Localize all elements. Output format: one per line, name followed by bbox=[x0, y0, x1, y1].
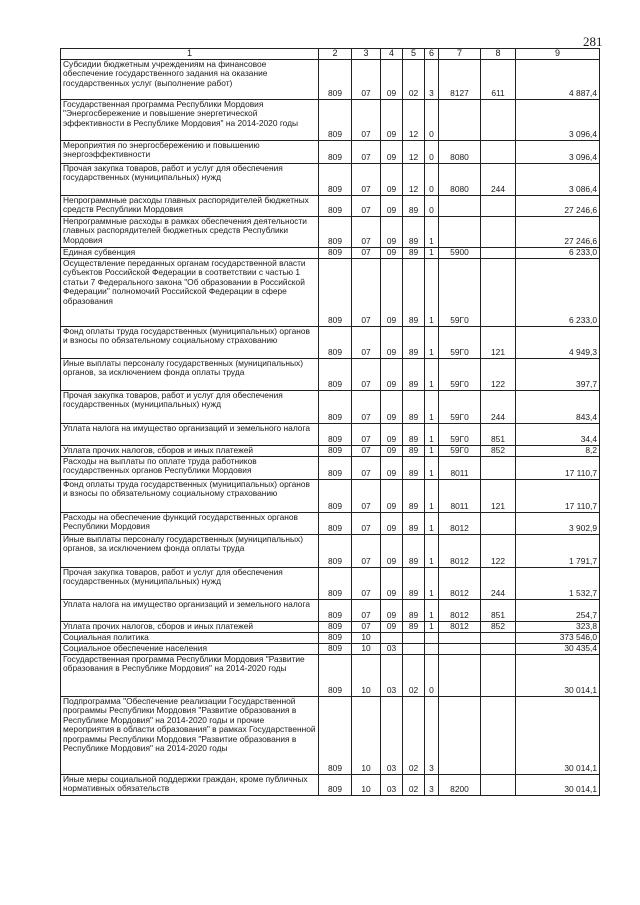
amount: 30 014,1 bbox=[516, 774, 600, 795]
direction-code bbox=[439, 654, 481, 696]
subprogram-code: 1 bbox=[425, 247, 439, 258]
subsection-code: 09 bbox=[381, 195, 403, 216]
subsection-code bbox=[381, 632, 403, 643]
expense-type-code: 851 bbox=[481, 599, 516, 621]
direction-code: 8012 bbox=[439, 534, 481, 567]
table-row bbox=[61, 390, 600, 423]
section-code: 07 bbox=[352, 599, 381, 621]
admin-code: 809 bbox=[319, 479, 352, 512]
section-code: 07 bbox=[352, 621, 381, 632]
amount: 1 791,7 bbox=[516, 534, 600, 567]
amount: 27 246,6 bbox=[516, 195, 600, 216]
subprogram-code: 0 bbox=[425, 654, 439, 696]
expense-type-code: 121 bbox=[481, 479, 516, 512]
program-code: 89 bbox=[403, 621, 425, 632]
table-row bbox=[61, 456, 600, 479]
direction-code: 8012 bbox=[439, 599, 481, 621]
admin-code: 809 bbox=[319, 195, 352, 216]
expense-type-code: 122 bbox=[481, 534, 516, 567]
section-code: 10 bbox=[352, 654, 381, 696]
direction-code bbox=[439, 632, 481, 643]
admin-code: 809 bbox=[319, 258, 352, 326]
row-name: Мероприятия по энергосбережению и повышению энергоэффективности bbox=[61, 140, 319, 163]
row-name: Непрограммные расходы в рамках обеспечения деятельности главных распорядителей бюджетных средств Республики Мордовия bbox=[61, 216, 319, 247]
row-name: Осуществление переданных органам государственной власти субъектов Российской Федерации в соответствии с частью 1 статьи 7 Федерального закона "Об образовании в Российской Федерации" полномочий Российской Федерации в сфере образования bbox=[61, 258, 319, 326]
subsection-code: 09 bbox=[381, 423, 403, 445]
expense-type-code: 244 bbox=[481, 390, 516, 423]
subprogram-code: 1 bbox=[425, 258, 439, 326]
program-code: 89 bbox=[403, 390, 425, 423]
amount: 254,7 bbox=[516, 599, 600, 621]
admin-code: 809 bbox=[319, 247, 352, 258]
admin-code: 809 bbox=[319, 621, 352, 632]
subsection-code: 03 bbox=[381, 696, 403, 774]
subprogram-code: 0 bbox=[425, 99, 439, 140]
expense-type-code bbox=[481, 216, 516, 247]
direction-code: 8080 bbox=[439, 140, 481, 163]
admin-code: 809 bbox=[319, 99, 352, 140]
subsection-code: 09 bbox=[381, 247, 403, 258]
column-header-6: 6 bbox=[425, 49, 439, 60]
section-code: 07 bbox=[352, 423, 381, 445]
subprogram-code: 1 bbox=[425, 621, 439, 632]
direction-code: 59Г0 bbox=[439, 326, 481, 358]
expense-type-code: 852 bbox=[481, 445, 516, 456]
expense-type-code: 122 bbox=[481, 358, 516, 390]
table-row bbox=[61, 358, 600, 390]
table-row bbox=[61, 247, 600, 258]
program-code: 89 bbox=[403, 358, 425, 390]
direction-code bbox=[439, 99, 481, 140]
program-code: 02 bbox=[403, 696, 425, 774]
row-name: Социальное обеспечение населения bbox=[61, 643, 319, 654]
program-code: 12 bbox=[403, 163, 425, 195]
budget-table bbox=[60, 48, 600, 796]
admin-code: 809 bbox=[319, 140, 352, 163]
expense-type-code bbox=[481, 643, 516, 654]
expense-type-code: 121 bbox=[481, 326, 516, 358]
subsection-code: 09 bbox=[381, 445, 403, 456]
direction-code: 8127 bbox=[439, 59, 481, 99]
direction-code: 59Г0 bbox=[439, 358, 481, 390]
amount: 6 233,0 bbox=[516, 258, 600, 326]
amount: 373 546,0 bbox=[516, 632, 600, 643]
subprogram-code: 1 bbox=[425, 599, 439, 621]
row-name: Уплата налога на имущество организаций и земельного налога bbox=[61, 423, 319, 445]
section-code: 07 bbox=[352, 456, 381, 479]
amount: 8,2 bbox=[516, 445, 600, 456]
direction-code: 8011 bbox=[439, 456, 481, 479]
direction-code: 8012 bbox=[439, 512, 481, 534]
column-header-9: 9 bbox=[516, 49, 600, 60]
row-name: Непрограммные расходы главных распорядителей бюджетных средств Республики Мордовия bbox=[61, 195, 319, 216]
expense-type-code bbox=[481, 247, 516, 258]
subsection-code: 09 bbox=[381, 216, 403, 247]
section-code: 07 bbox=[352, 567, 381, 599]
section-code: 07 bbox=[352, 390, 381, 423]
expense-type-code bbox=[481, 512, 516, 534]
amount: 323,8 bbox=[516, 621, 600, 632]
row-name: Единая субвенция bbox=[61, 247, 319, 258]
table-row bbox=[61, 423, 600, 445]
row-name: Подпрограмма "Обеспечение реализации Государственной программы Республики Мордовия "Развитие образования в Республике Мордовия" на 2014-2020 годы и прочие мероприятия в области образования" в рамках Государственной программы Республики Мордовия "Развитие образования в Республике Мордовия" на 2014-2020 годы bbox=[61, 696, 319, 774]
subsection-code: 09 bbox=[381, 59, 403, 99]
subsection-code: 09 bbox=[381, 163, 403, 195]
section-code: 07 bbox=[352, 326, 381, 358]
program-code: 12 bbox=[403, 99, 425, 140]
program-code: 02 bbox=[403, 59, 425, 99]
table-row bbox=[61, 140, 600, 163]
admin-code: 809 bbox=[319, 696, 352, 774]
admin-code: 809 bbox=[319, 326, 352, 358]
program-code: 89 bbox=[403, 216, 425, 247]
row-name: Иные выплаты персоналу государственных (муниципальных) органов, за исключением фонда оплаты труда bbox=[61, 534, 319, 567]
program-code: 89 bbox=[403, 445, 425, 456]
expense-type-code: 611 bbox=[481, 59, 516, 99]
subsection-code: 09 bbox=[381, 140, 403, 163]
expense-type-code bbox=[481, 456, 516, 479]
subsection-code: 03 bbox=[381, 774, 403, 795]
amount: 3 096,4 bbox=[516, 99, 600, 140]
table-row bbox=[61, 632, 600, 643]
table-row bbox=[61, 774, 600, 795]
expense-type-code bbox=[481, 632, 516, 643]
subsection-code: 09 bbox=[381, 456, 403, 479]
subprogram-code: 3 bbox=[425, 59, 439, 99]
table-row bbox=[61, 643, 600, 654]
table-row bbox=[61, 479, 600, 512]
direction-code: 59Г0 bbox=[439, 445, 481, 456]
row-name: Расходы на обеспечение функций государственных органов Республики Мордовия bbox=[61, 512, 319, 534]
subsection-code: 09 bbox=[381, 390, 403, 423]
expense-type-code: 852 bbox=[481, 621, 516, 632]
column-header-4: 4 bbox=[381, 49, 403, 60]
subprogram-code: 1 bbox=[425, 423, 439, 445]
row-name: Иные выплаты персоналу государственных (муниципальных) органов, за исключением фонда оплаты труда bbox=[61, 358, 319, 390]
section-code: 07 bbox=[352, 99, 381, 140]
expense-type-code bbox=[481, 654, 516, 696]
program-code bbox=[403, 643, 425, 654]
table-row bbox=[61, 195, 600, 216]
column-header-1: 1 bbox=[61, 49, 319, 60]
subsection-code: 03 bbox=[381, 643, 403, 654]
subprogram-code: 1 bbox=[425, 479, 439, 512]
direction-code: 8011 bbox=[439, 479, 481, 512]
subprogram-code: 0 bbox=[425, 163, 439, 195]
direction-code bbox=[439, 195, 481, 216]
amount: 17 110,7 bbox=[516, 456, 600, 479]
row-name: Расходы на выплаты по оплате труда работников государственных органов Республики Мордовия bbox=[61, 456, 319, 479]
amount: 30 014,1 bbox=[516, 654, 600, 696]
subsection-code: 09 bbox=[381, 567, 403, 599]
row-name: Прочая закупка товаров, работ и услуг для обеспечения государственных (муниципальных) нужд bbox=[61, 567, 319, 599]
program-code: 89 bbox=[403, 195, 425, 216]
section-code: 07 bbox=[352, 195, 381, 216]
direction-code bbox=[439, 643, 481, 654]
subsection-code: 09 bbox=[381, 479, 403, 512]
row-name: Прочая закупка товаров, работ и услуг для обеспечения государственных (муниципальных) нужд bbox=[61, 163, 319, 195]
direction-code bbox=[439, 216, 481, 247]
section-code: 07 bbox=[352, 216, 381, 247]
row-name: Иные меры социальной поддержки граждан, кроме публичных нормативных обязательств bbox=[61, 774, 319, 795]
admin-code: 809 bbox=[319, 643, 352, 654]
subprogram-code: 0 bbox=[425, 195, 439, 216]
subsection-code: 09 bbox=[381, 99, 403, 140]
admin-code: 809 bbox=[319, 567, 352, 599]
subprogram-code bbox=[425, 632, 439, 643]
amount: 3 096,4 bbox=[516, 140, 600, 163]
subprogram-code: 1 bbox=[425, 445, 439, 456]
program-code: 89 bbox=[403, 423, 425, 445]
admin-code: 809 bbox=[319, 632, 352, 643]
section-code: 07 bbox=[352, 59, 381, 99]
table-row bbox=[61, 163, 600, 195]
direction-code: 59Г0 bbox=[439, 390, 481, 423]
admin-code: 809 bbox=[319, 358, 352, 390]
program-code: 12 bbox=[403, 140, 425, 163]
program-code: 89 bbox=[403, 534, 425, 567]
admin-code: 809 bbox=[319, 599, 352, 621]
row-name: Государственная программа Республики Мордовия "Энергосбережение и повышение энергетической эффективности в Республике Мордовия" на 2014-2020 годы bbox=[61, 99, 319, 140]
expense-type-code: 244 bbox=[481, 567, 516, 599]
program-code bbox=[403, 632, 425, 643]
admin-code: 809 bbox=[319, 163, 352, 195]
amount: 34,4 bbox=[516, 423, 600, 445]
program-code: 89 bbox=[403, 456, 425, 479]
amount: 4 887,4 bbox=[516, 59, 600, 99]
subprogram-code: 1 bbox=[425, 326, 439, 358]
amount: 30 014,1 bbox=[516, 696, 600, 774]
row-name: Государственная программа Республики Мордовия "Развитие образования в Республике Мордовия" на 2014-2020 годы bbox=[61, 654, 319, 696]
table-row bbox=[61, 216, 600, 247]
subsection-code: 09 bbox=[381, 621, 403, 632]
section-code: 07 bbox=[352, 140, 381, 163]
section-code: 07 bbox=[352, 163, 381, 195]
program-code: 89 bbox=[403, 567, 425, 599]
amount: 6 233,0 bbox=[516, 247, 600, 258]
amount: 843,4 bbox=[516, 390, 600, 423]
column-header-7: 7 bbox=[439, 49, 481, 60]
admin-code: 809 bbox=[319, 534, 352, 567]
expense-type-code bbox=[481, 99, 516, 140]
row-name: Социальная политика bbox=[61, 632, 319, 643]
subsection-code: 09 bbox=[381, 512, 403, 534]
section-code: 10 bbox=[352, 696, 381, 774]
expense-type-code: 851 bbox=[481, 423, 516, 445]
section-code: 10 bbox=[352, 774, 381, 795]
direction-code: 8200 bbox=[439, 774, 481, 795]
expense-type-code bbox=[481, 774, 516, 795]
table-row bbox=[61, 99, 600, 140]
table-row bbox=[61, 445, 600, 456]
subsection-code: 09 bbox=[381, 534, 403, 567]
subprogram-code: 1 bbox=[425, 390, 439, 423]
subprogram-code: 1 bbox=[425, 358, 439, 390]
subprogram-code: 1 bbox=[425, 456, 439, 479]
direction-code: 59Г0 bbox=[439, 258, 481, 326]
direction-code: 8080 bbox=[439, 163, 481, 195]
column-header-3: 3 bbox=[352, 49, 381, 60]
subsection-code: 09 bbox=[381, 599, 403, 621]
program-code: 02 bbox=[403, 654, 425, 696]
direction-code: 59Г0 bbox=[439, 423, 481, 445]
table-row bbox=[61, 59, 600, 99]
expense-type-code bbox=[481, 195, 516, 216]
subsection-code: 09 bbox=[381, 326, 403, 358]
program-code: 02 bbox=[403, 774, 425, 795]
section-code: 10 bbox=[352, 643, 381, 654]
section-code: 10 bbox=[352, 632, 381, 643]
subprogram-code: 0 bbox=[425, 140, 439, 163]
column-header-2: 2 bbox=[319, 49, 352, 60]
admin-code: 809 bbox=[319, 512, 352, 534]
expense-type-code: 244 bbox=[481, 163, 516, 195]
admin-code: 809 bbox=[319, 59, 352, 99]
table-row bbox=[61, 599, 600, 621]
table-row bbox=[61, 534, 600, 567]
row-name: Фонд оплаты труда государственных (муниципальных) органов и взносы по обязательному социальному страхованию bbox=[61, 479, 319, 512]
section-code: 07 bbox=[352, 479, 381, 512]
row-name: Уплата прочих налогов, сборов и иных платежей bbox=[61, 445, 319, 456]
subprogram-code: 1 bbox=[425, 216, 439, 247]
section-code: 07 bbox=[352, 258, 381, 326]
amount: 30 435,4 bbox=[516, 643, 600, 654]
subprogram-code: 3 bbox=[425, 774, 439, 795]
expense-type-code bbox=[481, 258, 516, 326]
table-row bbox=[61, 258, 600, 326]
row-name: Прочая закупка товаров, работ и услуг для обеспечения государственных (муниципальных) нужд bbox=[61, 390, 319, 423]
amount: 17 110,7 bbox=[516, 479, 600, 512]
direction-code: 8012 bbox=[439, 567, 481, 599]
row-name: Уплата прочих налогов, сборов и иных платежей bbox=[61, 621, 319, 632]
table-row bbox=[61, 567, 600, 599]
subprogram-code: 1 bbox=[425, 534, 439, 567]
program-code: 89 bbox=[403, 479, 425, 512]
admin-code: 809 bbox=[319, 216, 352, 247]
table-row bbox=[61, 326, 600, 358]
subsection-code: 03 bbox=[381, 654, 403, 696]
column-header-5: 5 bbox=[403, 49, 425, 60]
column-header-8: 8 bbox=[481, 49, 516, 60]
subprogram-code bbox=[425, 643, 439, 654]
expense-type-code bbox=[481, 696, 516, 774]
direction-code bbox=[439, 696, 481, 774]
section-code: 07 bbox=[352, 534, 381, 567]
admin-code: 809 bbox=[319, 390, 352, 423]
admin-code: 809 bbox=[319, 456, 352, 479]
subsection-code: 09 bbox=[381, 358, 403, 390]
admin-code: 809 bbox=[319, 774, 352, 795]
section-code: 07 bbox=[352, 358, 381, 390]
row-name: Уплата налога на имущество организаций и земельного налога bbox=[61, 599, 319, 621]
amount: 27 246,6 bbox=[516, 216, 600, 247]
admin-code: 809 bbox=[319, 423, 352, 445]
program-code: 89 bbox=[403, 258, 425, 326]
direction-code: 5900 bbox=[439, 247, 481, 258]
program-code: 89 bbox=[403, 512, 425, 534]
subprogram-code: 1 bbox=[425, 512, 439, 534]
subsection-code: 09 bbox=[381, 258, 403, 326]
amount: 1 532,7 bbox=[516, 567, 600, 599]
program-code: 89 bbox=[403, 326, 425, 358]
section-code: 07 bbox=[352, 247, 381, 258]
amount: 3 086,4 bbox=[516, 163, 600, 195]
table-row bbox=[61, 696, 600, 774]
program-code: 89 bbox=[403, 247, 425, 258]
amount: 4 949,3 bbox=[516, 326, 600, 358]
table-row bbox=[61, 654, 600, 696]
admin-code: 809 bbox=[319, 654, 352, 696]
admin-code: 809 bbox=[319, 445, 352, 456]
page-number: 281 bbox=[583, 34, 603, 49]
section-code: 07 bbox=[352, 512, 381, 534]
subprogram-code: 3 bbox=[425, 696, 439, 774]
row-name: Фонд оплаты труда государственных (муниципальных) органов и взносы по обязательному социальному страхованию bbox=[61, 326, 319, 358]
program-code: 89 bbox=[403, 599, 425, 621]
table-row bbox=[61, 512, 600, 534]
row-name: Субсидии бюджетным учреждениям на финансовое обеспечение государственного задания на оказание государственных услуг (выполнение работ) bbox=[61, 59, 319, 99]
section-code: 07 bbox=[352, 445, 381, 456]
expense-type-code bbox=[481, 140, 516, 163]
direction-code: 8012 bbox=[439, 621, 481, 632]
amount: 397,7 bbox=[516, 358, 600, 390]
amount: 3 902,9 bbox=[516, 512, 600, 534]
subprogram-code: 1 bbox=[425, 567, 439, 599]
table-row bbox=[61, 621, 600, 632]
header-row bbox=[61, 49, 600, 60]
